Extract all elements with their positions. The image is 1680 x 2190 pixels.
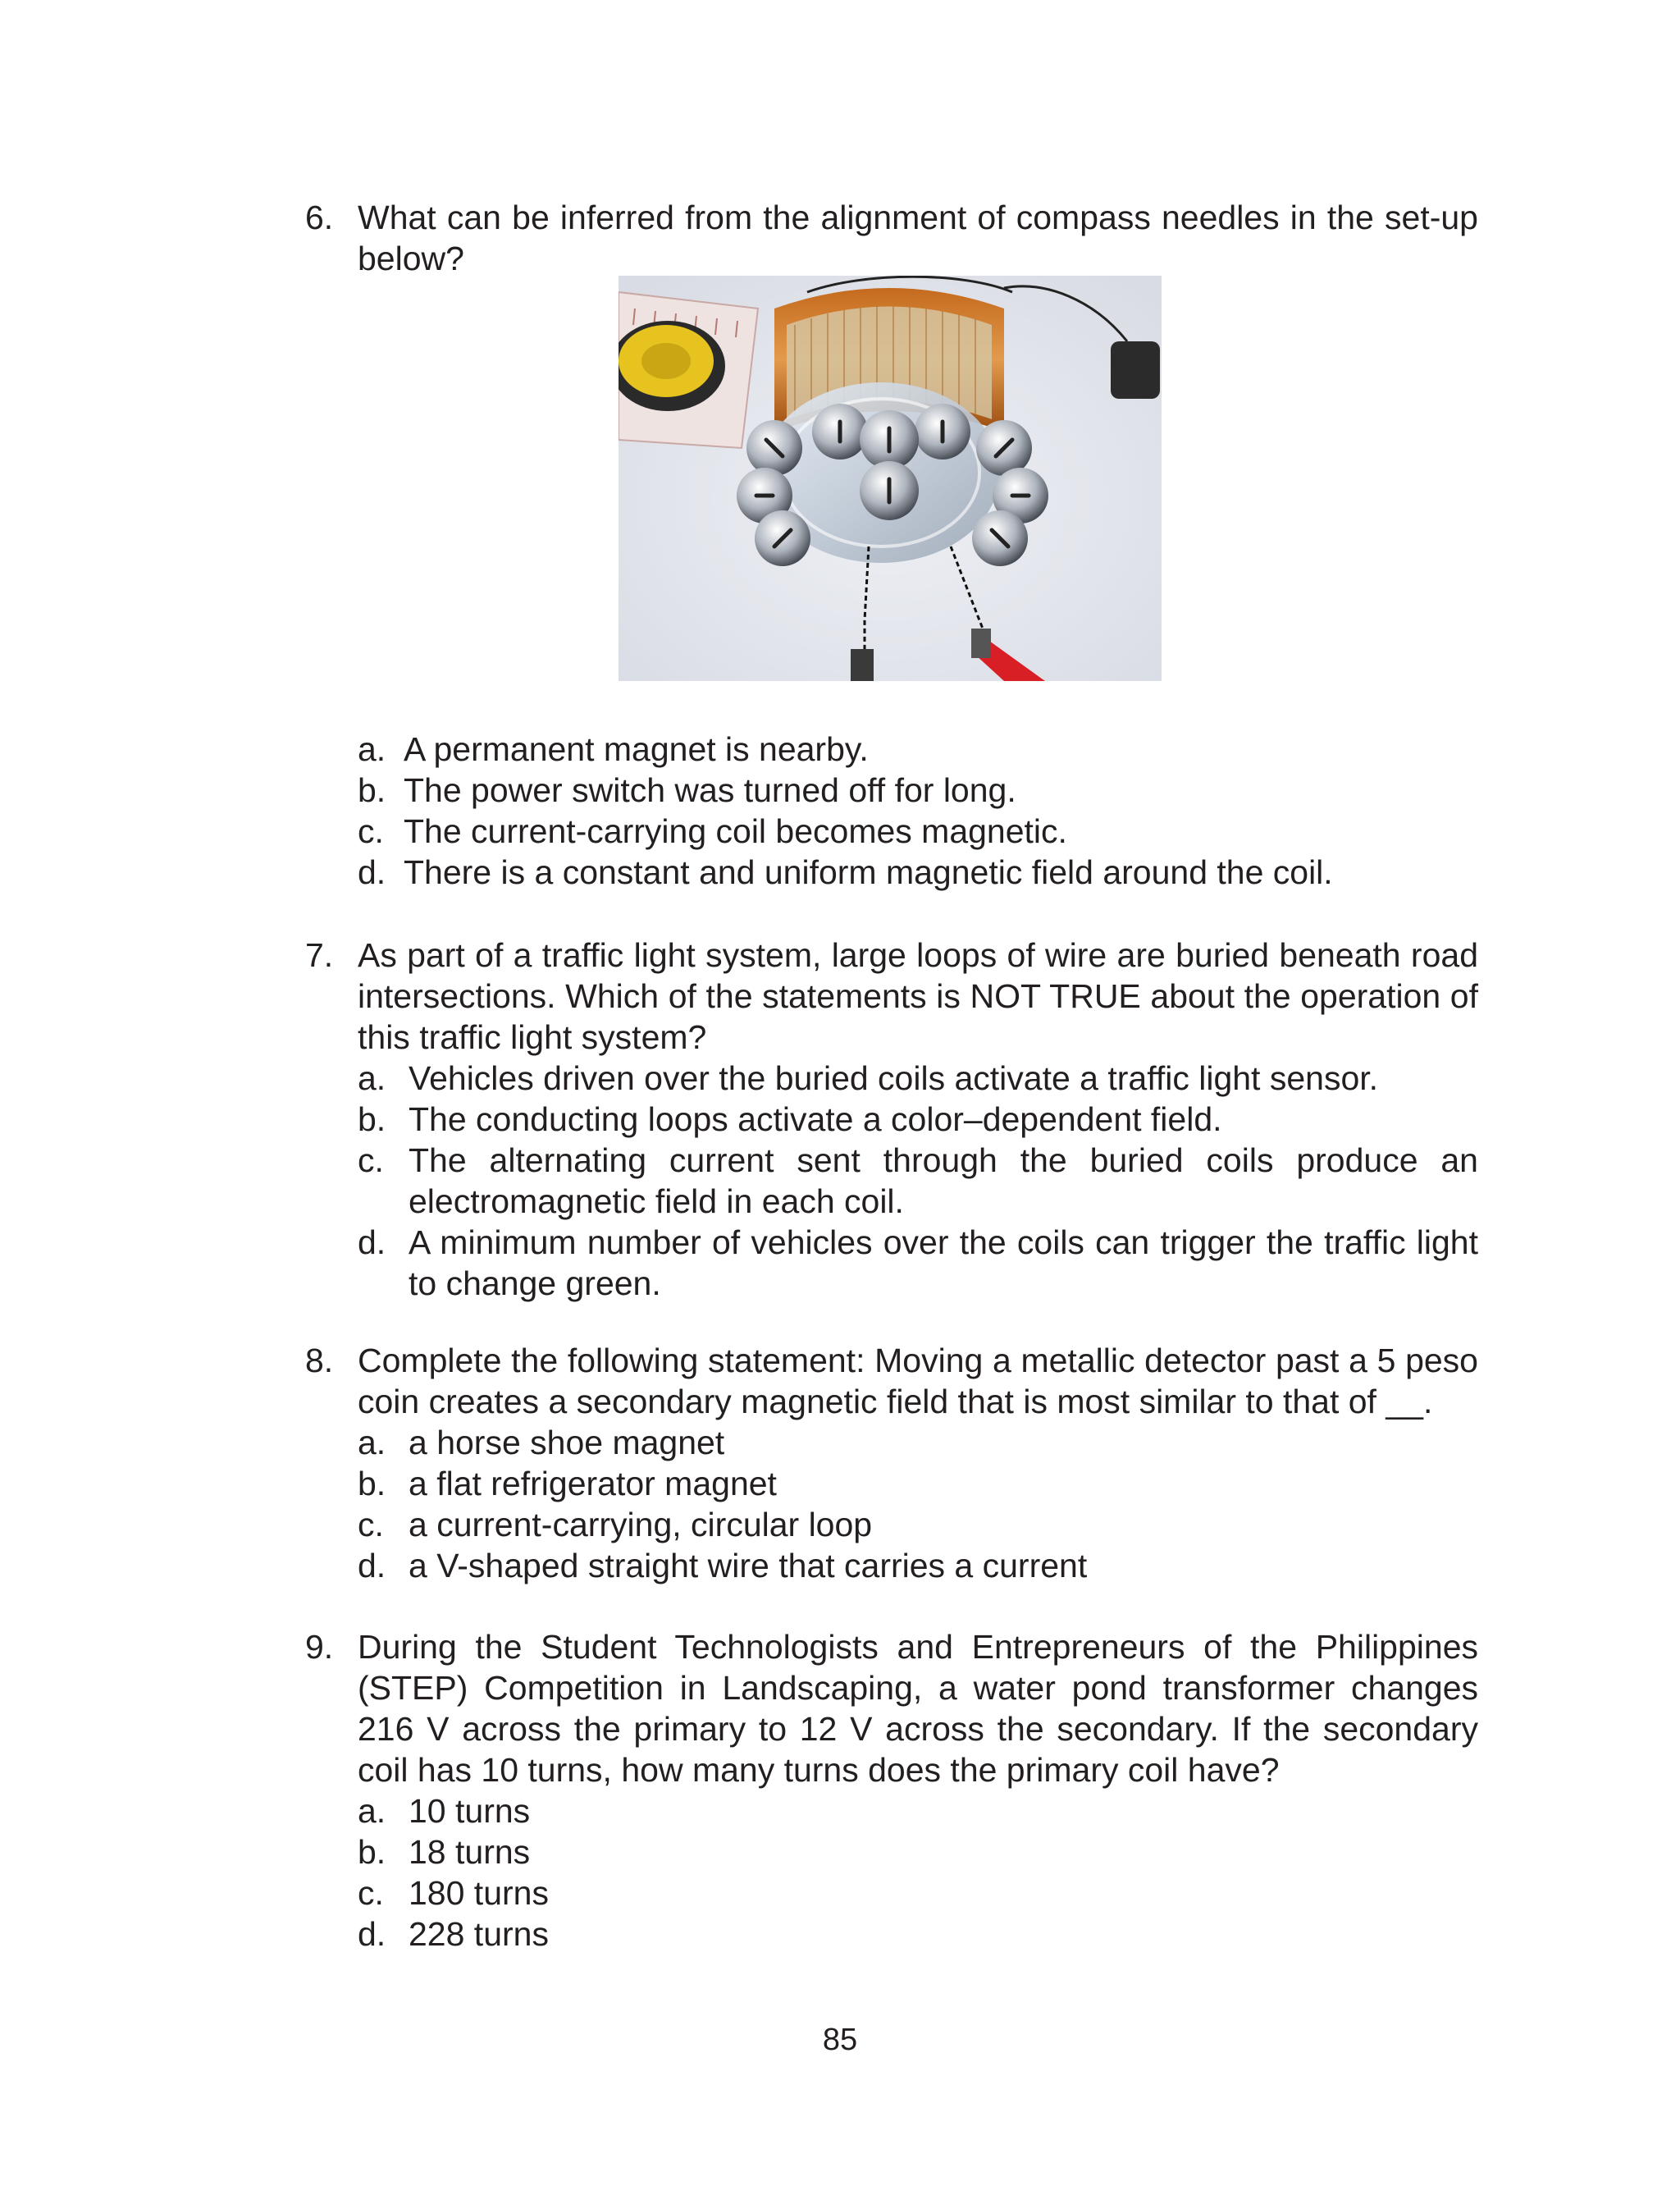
question-6 xyxy=(305,197,1478,891)
option-letter: a. xyxy=(358,730,386,768)
answer-option-c[interactable] xyxy=(305,811,1478,852)
option-text: 180 turns xyxy=(409,1874,549,1912)
answer-option-b[interactable] xyxy=(305,1831,1478,1872)
option-text: a current-carrying, circular loop xyxy=(409,1506,873,1543)
answer-option-a[interactable] xyxy=(305,1790,1478,1831)
answer-options xyxy=(305,1790,1478,1955)
question-7 xyxy=(305,935,1478,1304)
option-text: There is a constant and uniform magnetic field around the coil. xyxy=(404,853,1333,891)
option-text: The current-carrying coil becomes magnetic. xyxy=(404,812,1067,850)
question-number: 7. xyxy=(305,936,334,974)
answer-option-d[interactable] xyxy=(305,1913,1478,1955)
answer-option-d[interactable] xyxy=(305,852,1478,893)
question-9 xyxy=(305,1626,1478,1955)
question-text: What can be inferred from the alignment of compass needles in the set-up below? xyxy=(358,199,1478,277)
option-letter: c. xyxy=(358,1506,384,1543)
option-letter: a. xyxy=(358,1059,386,1097)
answer-option-c[interactable] xyxy=(305,1140,1478,1222)
option-text: 228 turns xyxy=(409,1915,549,1953)
option-text: 18 turns xyxy=(409,1833,531,1871)
option-text: A minimum number of vehicles over the coils can trigger the traffic light to change green. xyxy=(409,1223,1478,1302)
option-letter: d. xyxy=(358,853,386,891)
option-text: The alternating current sent through the buried coils produce an electromagnetic field in each coil. xyxy=(409,1141,1478,1220)
option-letter: b. xyxy=(358,771,386,809)
option-letter: d. xyxy=(358,1547,386,1584)
question-8 xyxy=(305,1340,1478,1586)
option-text: Vehicles driven over the buried coils activate a traffic light sensor. xyxy=(409,1059,1379,1097)
option-text: The conducting loops activate a color–dependent field. xyxy=(409,1100,1222,1138)
answer-option-b[interactable] xyxy=(305,770,1478,811)
option-letter: b. xyxy=(358,1465,386,1502)
answer-option-a[interactable] xyxy=(305,1058,1478,1099)
option-text: a horse shoe magnet xyxy=(409,1424,725,1461)
option-text: a flat refrigerator magnet xyxy=(409,1465,777,1502)
option-text: 10 turns xyxy=(409,1792,531,1830)
question-number: 6. xyxy=(305,199,334,236)
question-number: 9. xyxy=(305,1628,334,1666)
question-number: 8. xyxy=(305,1342,334,1379)
answer-option-a[interactable] xyxy=(305,1422,1478,1463)
option-letter: c. xyxy=(358,1141,384,1179)
answer-option-c[interactable] xyxy=(305,1872,1478,1913)
question-text: As part of a traffic light system, large loops of wire are buried beneath road intersections. Which of the statements is NOT TRUE about the operation of this traffic light system? xyxy=(358,936,1478,1056)
answer-options xyxy=(305,1422,1478,1586)
answer-options xyxy=(305,729,1478,893)
option-letter: b. xyxy=(358,1100,386,1138)
option-letter: c. xyxy=(358,1874,384,1912)
answer-option-d[interactable] xyxy=(305,1222,1478,1304)
page-number: 85 xyxy=(822,2023,858,2057)
question-text: During the Student Technologists and Entrepreneurs of the Philippines (STEP) Competition in Landscaping, a water pond transformer changes 216 V across the primary to 12 V across the secondary. If the secondary coil has 10 turns, how many turns does the primary coil have? xyxy=(358,1628,1478,1789)
option-text: A permanent magnet is nearby. xyxy=(404,730,869,768)
option-letter: a. xyxy=(358,1792,386,1830)
option-letter: c. xyxy=(358,812,384,850)
answer-option-a[interactable] xyxy=(305,729,1478,770)
option-text: The power switch was turned off for long. xyxy=(404,771,1016,809)
answer-option-c[interactable] xyxy=(305,1504,1478,1545)
option-text: a V-shaped straight wire that carries a current xyxy=(409,1547,1088,1584)
question-text: Complete the following statement: Moving a metallic detector past a 5 peso coin creates a secondary magnetic field that is most similar to that of __. xyxy=(358,1342,1478,1420)
answer-option-b[interactable] xyxy=(305,1463,1478,1504)
answer-option-d[interactable] xyxy=(305,1545,1478,1586)
coil-compass-photo xyxy=(619,276,1162,681)
answer-option-b[interactable] xyxy=(305,1099,1478,1140)
option-letter: b. xyxy=(358,1833,386,1871)
option-letter: d. xyxy=(358,1223,386,1261)
answer-options xyxy=(305,1058,1478,1304)
coil-compass-photo-icon xyxy=(619,276,1162,681)
option-letter: a. xyxy=(358,1424,386,1461)
option-letter: d. xyxy=(358,1915,386,1953)
